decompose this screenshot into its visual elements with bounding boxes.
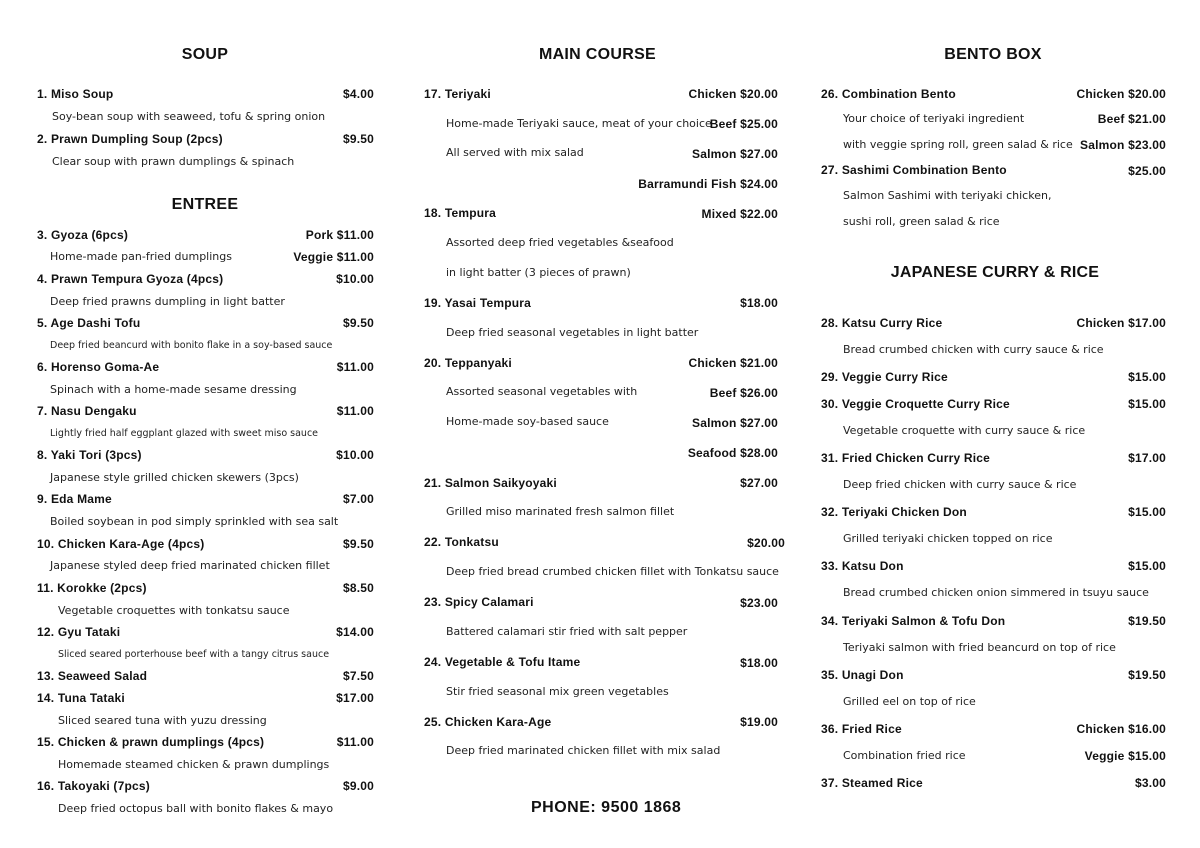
- menu-item-name: 6. Horenso Goma-Ae: [37, 360, 160, 374]
- menu-item-price: Salmon $23.00: [1080, 138, 1166, 152]
- menu-item-desc: Deep fried prawns dumpling in light batter: [50, 295, 285, 308]
- menu-item-price: $14.00: [336, 625, 374, 639]
- menu-item-name: 29. Veggie Curry Rice: [821, 370, 948, 384]
- menu-item-name: 18. Tempura: [424, 206, 497, 220]
- menu-item-price: $9.00: [342, 779, 374, 793]
- menu-item-price: $23.00: [740, 596, 778, 610]
- menu-item-desc: Teriyaki salmon with fried beancurd on top of rice: [843, 641, 1116, 654]
- menu-item-desc: Sliced seared tuna with yuzu dressing: [58, 714, 267, 727]
- menu-item-price: $7.50: [342, 669, 374, 683]
- menu-item-price: Beef $26.00: [709, 386, 778, 400]
- menu-item-desc: Bread crumbed chicken with curry sauce & rice: [843, 343, 1104, 356]
- menu-item-desc: Clear soup with prawn dumplings & spinach: [52, 155, 295, 168]
- menu-item-price: $11.00: [336, 735, 374, 749]
- menu-item-desc: Sliced seared porterhouse beef with a tangy citrus sauce: [58, 649, 330, 660]
- menu-item-price: Pork $11.00: [305, 228, 374, 242]
- menu-item-name: 30. Veggie Croquette Curry Rice: [821, 397, 1010, 411]
- menu-item-name: 16. Takoyaki (7pcs): [37, 779, 150, 793]
- menu-item-price: $17.00: [1128, 451, 1166, 465]
- menu-item-price: $4.00: [342, 87, 374, 101]
- menu-item-price: $15.00: [1128, 397, 1166, 411]
- menu-item-price: Chicken $21.00: [688, 356, 778, 370]
- menu-item-price: Chicken $16.00: [1076, 722, 1166, 736]
- menu-item-price: $18.00: [740, 656, 778, 670]
- menu-item-name: 23. Spicy Calamari: [424, 595, 534, 609]
- menu-item-desc: Deep fried octopus ball with bonito flakes & mayo: [58, 802, 334, 815]
- menu-item-price: Salmon $27.00: [692, 147, 778, 161]
- menu-item-desc: Home-made soy-based sauce: [446, 415, 609, 428]
- menu-item-price: Barramundi Fish $24.00: [638, 177, 778, 191]
- menu-item-name: 10. Chicken Kara-Age (4pcs): [37, 537, 205, 551]
- menu-item-name: 32. Teriyaki Chicken Don: [821, 505, 967, 519]
- menu-item-desc: Battered calamari stir fried with salt pepper: [446, 625, 688, 638]
- menu-item-desc: Deep fried chicken with curry sauce & rice: [843, 478, 1077, 491]
- menu-item-desc: Stir fried seasonal mix green vegetables: [446, 685, 669, 698]
- menu-item-desc: Bread crumbed chicken onion simmered in tsuyu sauce: [843, 586, 1149, 599]
- menu-item-desc: Assorted deep fried vegetables &seafood: [446, 236, 674, 249]
- menu-item-desc: Combination fried rice: [843, 749, 966, 762]
- menu-item-price: $20.00: [747, 536, 785, 550]
- menu-item-price: $19.50: [1128, 668, 1166, 682]
- menu-item-name: 35. Unagi Don: [821, 668, 904, 682]
- menu-item-price: $27.00: [740, 476, 778, 490]
- menu-item-price: $15.00: [1128, 559, 1166, 573]
- menu-item-price: $9.50: [342, 537, 374, 551]
- phone-number: PHONE: 9500 1868: [531, 799, 682, 816]
- menu-item-price: $17.00: [336, 691, 374, 705]
- menu-item-name: 8. Yaki Tori (3pcs): [37, 448, 142, 462]
- menu-item-price: $19.00: [740, 715, 778, 729]
- menu-item-desc: Deep fried seasonal vegetables in light batter: [446, 326, 699, 339]
- menu-item-desc: Japanese style grilled chicken skewers (3pcs): [50, 471, 299, 484]
- menu-item-name: 9. Eda Mame: [37, 492, 112, 506]
- menu-item-price: $9.50: [342, 132, 374, 146]
- menu-item-desc: Grilled eel on top of rice: [843, 695, 976, 708]
- menu-item-price: Chicken $17.00: [1076, 316, 1166, 330]
- menu-item-name: 20. Teppanyaki: [424, 356, 512, 370]
- menu-item-desc: Deep fried marinated chicken fillet with mix salad: [446, 744, 721, 757]
- menu-item-desc: in light batter (3 pieces of prawn): [446, 266, 631, 279]
- entree-heading: ENTREE: [171, 196, 239, 213]
- curry-heading: JAPANESE CURRY & RICE: [890, 264, 1100, 281]
- menu-item-price: $11.00: [336, 404, 374, 418]
- menu-item-price: Mixed $22.00: [701, 207, 778, 221]
- menu-item-name: 36. Fried Rice: [821, 722, 902, 736]
- menu-item-price: $10.00: [336, 272, 374, 286]
- menu-item-desc: Japanese styled deep fried marinated chicken fillet: [50, 559, 330, 572]
- menu-item-price: $10.00: [336, 448, 374, 462]
- menu-item-name: 7. Nasu Dengaku: [37, 404, 137, 418]
- menu-item-name: 37. Steamed Rice: [821, 776, 923, 790]
- menu-item-price: $15.00: [1128, 505, 1166, 519]
- menu-item-name: 27. Sashimi Combination Bento: [821, 163, 1007, 177]
- menu-item-price: Veggie $15.00: [1084, 749, 1166, 763]
- menu-item-desc: Homemade steamed chicken & prawn dumplings: [58, 758, 330, 771]
- menu-item-name: 33. Katsu Don: [821, 559, 904, 573]
- menu-item-price: Seafood $28.00: [687, 446, 778, 460]
- menu-item-price: $18.00: [740, 296, 778, 310]
- menu-item-price: Veggie $11.00: [293, 250, 374, 264]
- bento-heading: BENTO BOX: [944, 46, 1042, 63]
- menu-item-name: 19. Yasai Tempura: [424, 296, 532, 310]
- menu-item-name: 13. Seaweed Salad: [37, 669, 148, 683]
- menu-item-name: 22. Tonkatsu: [424, 535, 499, 549]
- menu-item-name: 28. Katsu Curry Rice: [821, 316, 943, 330]
- menu-item-name: 15. Chicken & prawn dumplings (4pcs): [37, 735, 265, 749]
- menu-item-name: 34. Teriyaki Salmon & Tofu Don: [821, 614, 1006, 628]
- menu-item-desc: Lightly fried half eggplant glazed with sweet miso sauce: [50, 428, 319, 439]
- menu-item-price: $8.50: [342, 581, 374, 595]
- menu-item-price: $25.00: [1128, 164, 1166, 178]
- menu-item-price: Beef $25.00: [709, 117, 778, 131]
- menu-item-price: $15.00: [1128, 370, 1166, 384]
- menu-item-price: Salmon $27.00: [692, 416, 778, 430]
- menu-item-desc: Deep fried beancurd with bonito flake in a soy-based sauce: [50, 340, 333, 351]
- menu-item-name: 5. Age Dashi Tofu: [37, 316, 141, 330]
- menu-item-name: 14. Tuna Tataki: [37, 691, 125, 705]
- menu-item-desc: Your choice of teriyaki ingredient: [843, 112, 1025, 125]
- menu-item-desc: Grilled teriyaki chicken topped on rice: [843, 532, 1053, 545]
- menu-item-price: $3.00: [1134, 776, 1166, 790]
- soup-heading: SOUP: [181, 46, 229, 63]
- menu-item-desc: Salmon Sashimi with teriyaki chicken,: [843, 189, 1052, 202]
- menu-item-price: $7.00: [342, 492, 374, 506]
- menu-item-desc: Home-made pan-fried dumplings: [50, 250, 232, 263]
- menu-item-name: 26. Combination Bento: [821, 87, 956, 101]
- main-course-heading: MAIN COURSE: [538, 46, 657, 63]
- menu-item-name: 2. Prawn Dumpling Soup (2pcs): [37, 132, 223, 146]
- menu-item-desc: Deep fried bread crumbed chicken fillet with Tonkatsu sauce: [446, 565, 779, 578]
- menu-item-name: 4. Prawn Tempura Gyoza (4pcs): [37, 272, 224, 286]
- menu-item-name: 1. Miso Soup: [37, 87, 114, 101]
- menu-item-name: 12. Gyu Tataki: [37, 625, 121, 639]
- menu-item-desc: Vegetable croquettes with tonkatsu sauce: [58, 604, 290, 617]
- menu-item-desc: Boiled soybean in pod simply sprinkled with sea salt: [50, 515, 339, 528]
- menu-item-name: 3. Gyoza (6pcs): [37, 228, 129, 242]
- menu-item-desc: Vegetable croquette with curry sauce & rice: [843, 424, 1086, 437]
- menu-item-desc: Grilled miso marinated fresh salmon fillet: [446, 505, 675, 518]
- menu-item-desc: Soy-bean soup with seaweed, tofu & spring onion: [52, 110, 326, 123]
- menu-item-price: $11.00: [336, 360, 374, 374]
- menu-item-price: Chicken $20.00: [1076, 87, 1166, 101]
- menu-item-price: Chicken $20.00: [688, 87, 778, 101]
- menu-item-desc: All served with mix salad: [446, 146, 584, 159]
- menu-item-desc: Assorted seasonal vegetables with: [446, 385, 638, 398]
- menu-item-desc: Spinach with a home-made sesame dressing: [50, 383, 297, 396]
- menu-item-price: Beef $21.00: [1097, 112, 1166, 126]
- menu-item-desc: with veggie spring roll, green salad & rice: [843, 138, 1073, 151]
- menu-item-desc: sushi roll, green salad & rice: [843, 215, 1000, 228]
- menu-item-name: 24. Vegetable & Tofu Itame: [424, 655, 581, 669]
- menu-item-name: 25. Chicken Kara-Age: [424, 715, 552, 729]
- menu-item-price: $19.50: [1128, 614, 1166, 628]
- menu-item-name: 31. Fried Chicken Curry Rice: [821, 451, 990, 465]
- menu-item-name: 21. Salmon Saikyoyaki: [424, 476, 557, 490]
- menu-item-price: $9.50: [342, 316, 374, 330]
- menu-item-name: 17. Teriyaki: [424, 87, 491, 101]
- menu-item-name: 11. Korokke (2pcs): [37, 581, 147, 595]
- menu-item-desc: Home-made Teriyaki sauce, meat of your choice: [446, 117, 712, 130]
